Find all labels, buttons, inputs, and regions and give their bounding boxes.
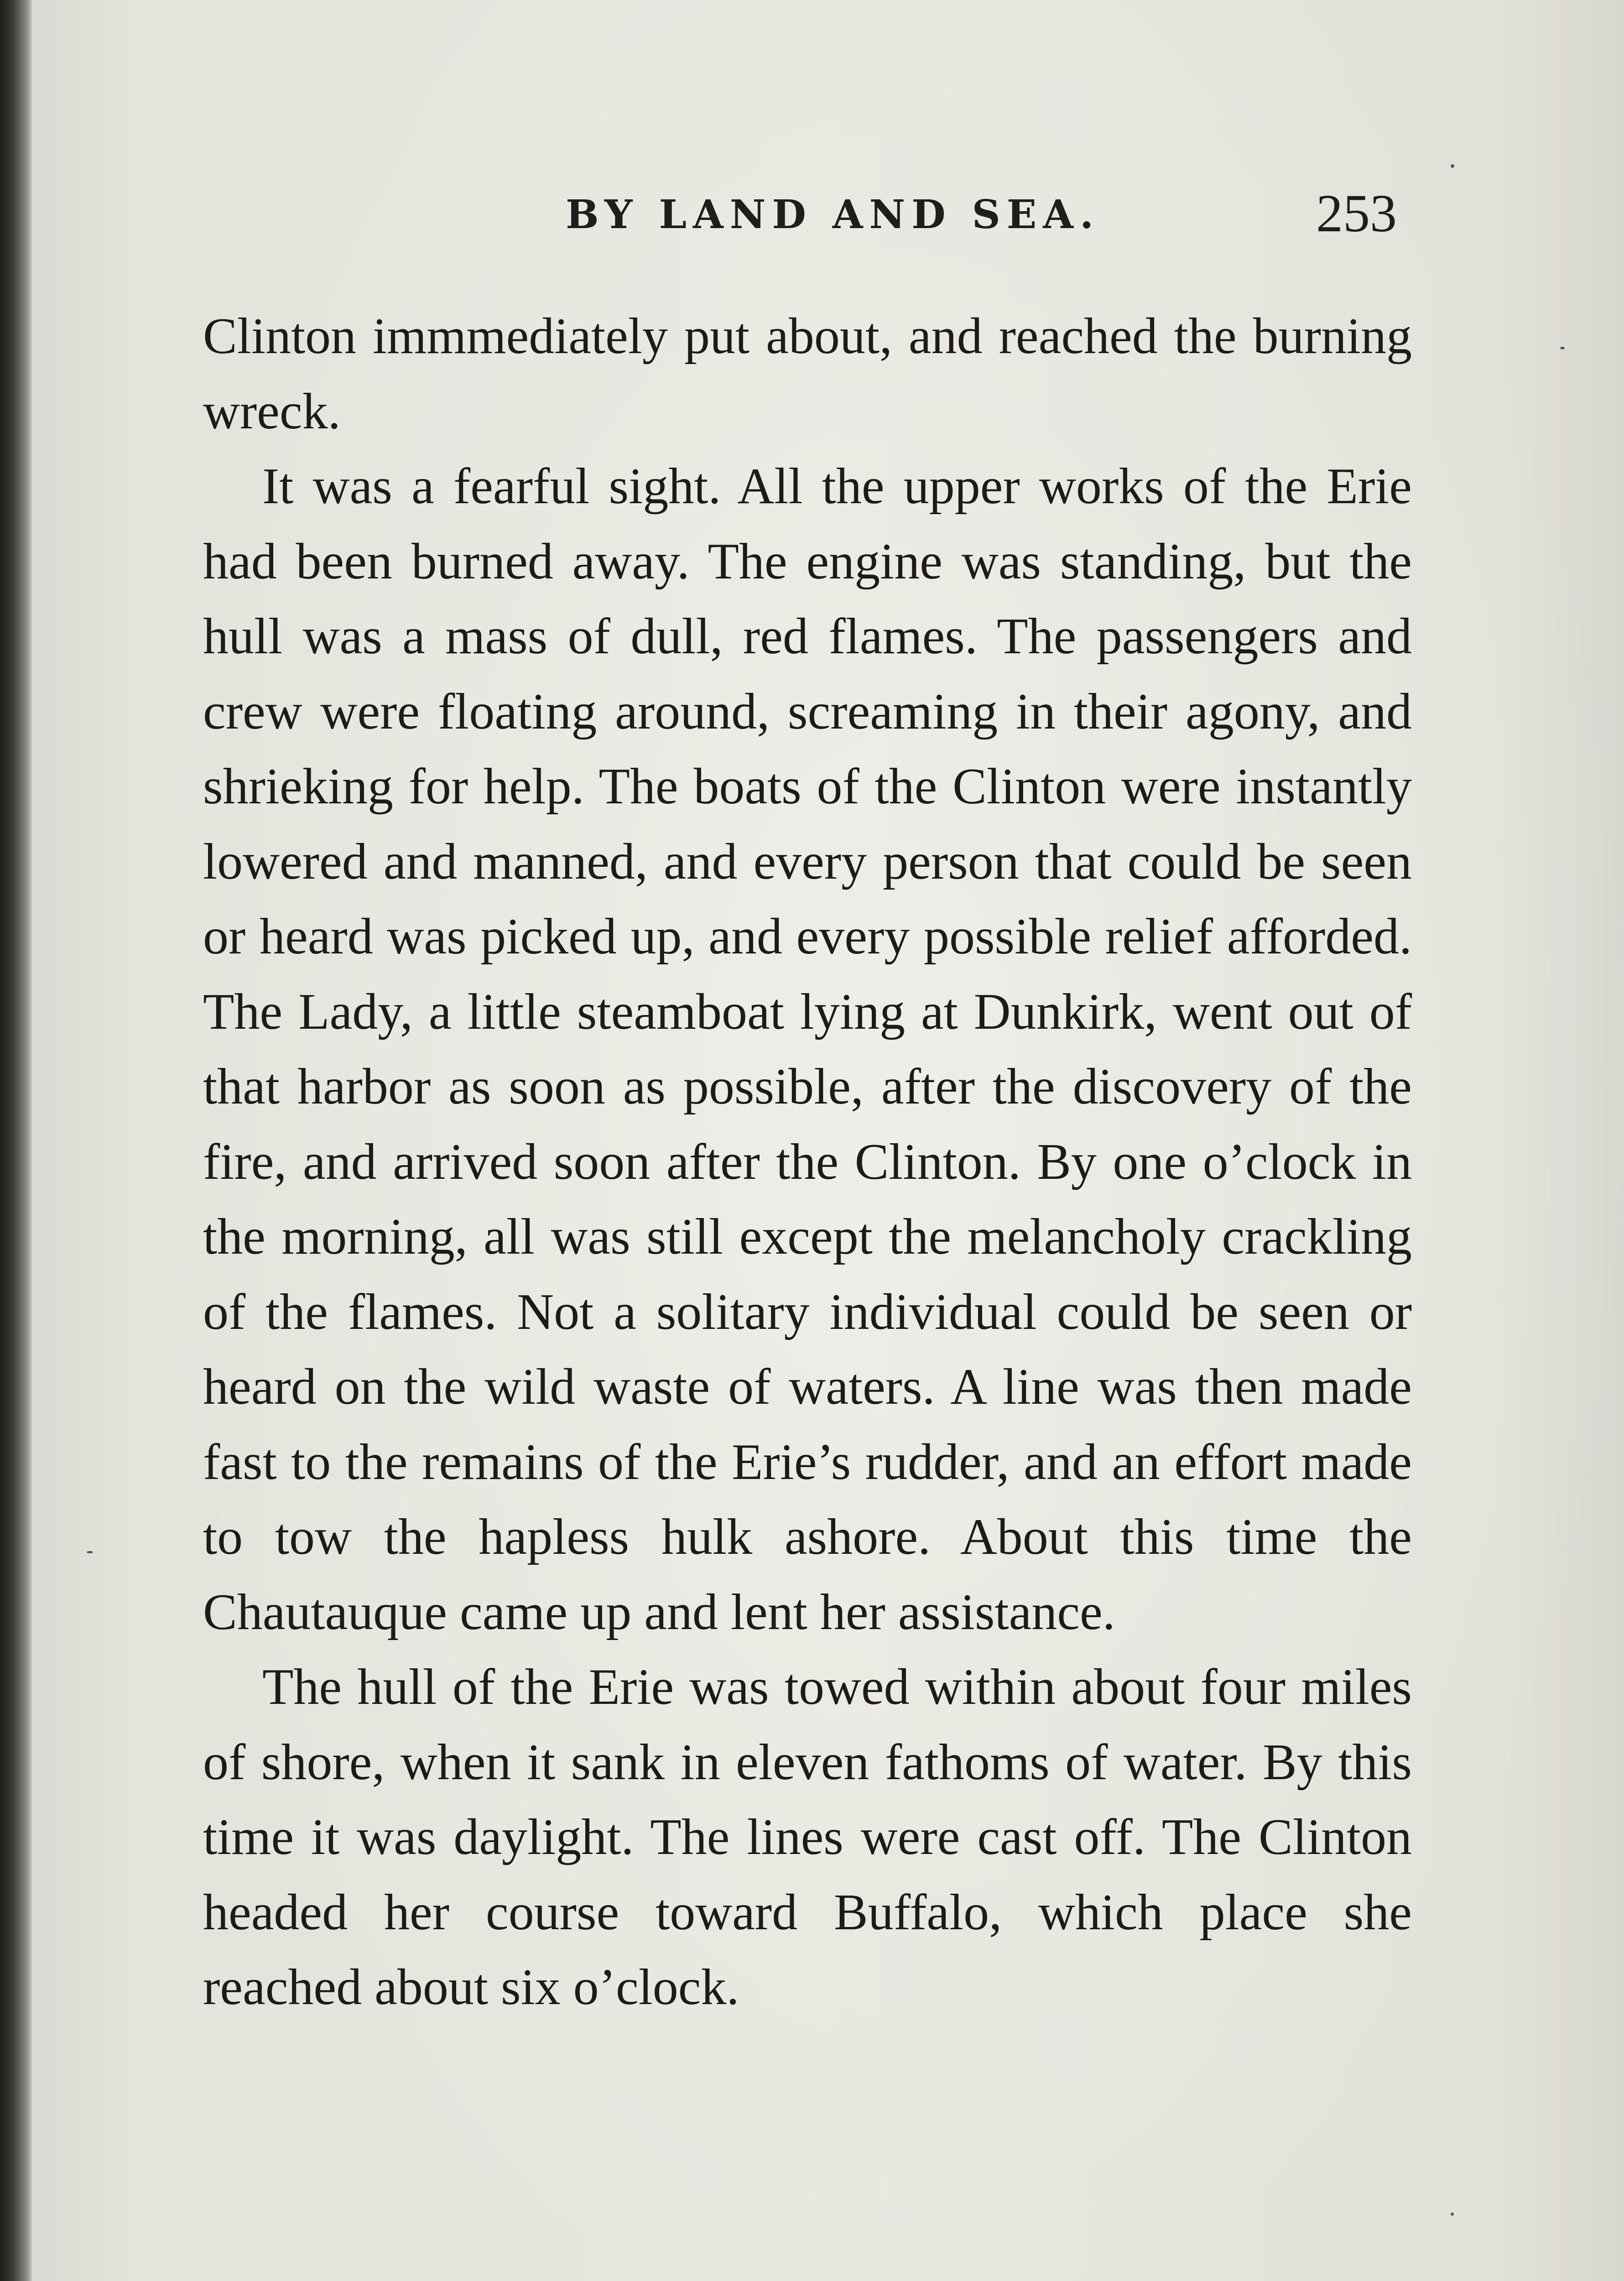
paragraph-1: Clinton immmediately put about, and reached the burning wreck. (203, 308, 1412, 440)
paper-speck (1451, 164, 1454, 168)
page-number: 253 (1316, 183, 1397, 243)
paper-speck (1451, 2213, 1454, 2216)
running-title: BY LAND AND SEA. (566, 192, 1100, 238)
paragraph-3: The hull of the Erie was towed within about four miles of shore, when it sank in eleven fathoms of water. By this time it was daylight. The lines were cast off. The Clinton headed her course toward Buffalo, which place she reached about six o’clock. (203, 1659, 1412, 2015)
body-text (203, 299, 1412, 2025)
paragraph-2: It was a fearful sight. All the upper works of the Erie had been burned away. The engine was standing, but the hull was a mass of dull, red flames. The passengers and crew were floating around, screaming in their agony, and shrieking for help. The boats of the Clinton were instantly lowered and manned, and every person that could be seen or heard was picked up, and every possible relief afforded. The Lady, a little steamboat lying at Dunkirk, went out of that harbor as soon as possible, after the discovery of the fire, and arrived soon after the Clinton. By one o’clock in the morning, all was still except the melancholy crackling of the flames. Not a solitary individual could be seen or heard on the wild waste of waters. A line was then made fast to the remains of the Erie’s rudder, and an effort made to tow the hapless hulk ashore. About this time the Chautauque came up and lent her assistance. (203, 458, 1412, 1640)
paper-speck (1560, 347, 1565, 349)
paper-speck (87, 1551, 93, 1553)
page-header (0, 182, 1624, 246)
page-binding-edge (0, 0, 32, 2281)
